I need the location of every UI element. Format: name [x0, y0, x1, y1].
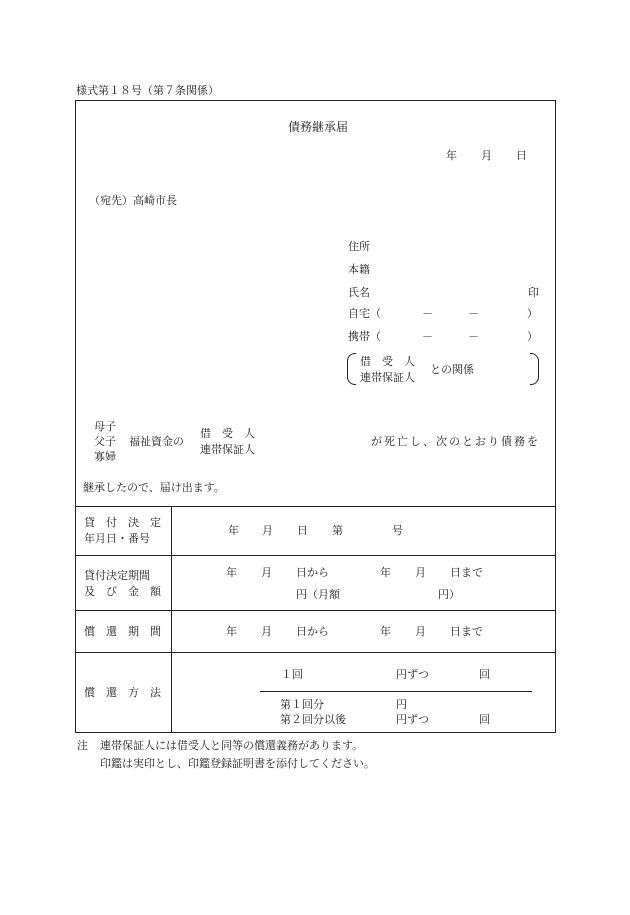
document-title: 債務継承届 [288, 120, 349, 134]
table-column-divider [171, 506, 172, 733]
row4-yen: 円 [396, 698, 407, 711]
row4-once: １回 [281, 668, 303, 681]
row2-year: 年 [226, 566, 237, 579]
form-number-label: 様式第１８号（第７条関係） [76, 84, 219, 97]
statement-guarantor: 連帯保証人 [200, 443, 255, 456]
row1-year: 年 [228, 524, 239, 537]
phone-dash: － [468, 307, 479, 320]
seal-mark: 印 [528, 286, 539, 299]
relation-borrower: 借 受 人 [360, 355, 415, 368]
statement-line-2: 継承したので、届け出ます。 [83, 481, 225, 494]
row1-dai: 第 [332, 524, 343, 537]
fund-type-2: 父子 [94, 435, 116, 448]
addressee: （宛先）高崎市長 [89, 194, 177, 207]
fund-type-1: 母子 [94, 420, 116, 433]
table-divider [75, 652, 556, 653]
row2-from: 日から [296, 566, 329, 579]
phone-dash: － [468, 330, 479, 343]
address-label: 住所 [348, 240, 370, 253]
row1-label-1: 貸 付 決 定 [84, 516, 161, 529]
name-label: 氏名 [348, 286, 370, 299]
row2-label-2: 及 び 金 額 [84, 585, 161, 598]
row2-amount: 円（月額 [296, 588, 340, 601]
row1-month: 月 [262, 524, 273, 537]
table-divider [75, 506, 556, 507]
relation-label: との関係 [430, 363, 474, 376]
date-year: 年 [446, 149, 457, 162]
note-2: 印鑑は実印とし、印鑑登録証明書を添付してください。 [100, 757, 375, 770]
repayment-divider [260, 691, 532, 692]
date-day: 日 [516, 149, 527, 162]
phone-dash: － [422, 330, 433, 343]
note-1: 連帯保証人には借受人と同等の償還義務があります。 [100, 739, 364, 752]
fund-type-3: 寡婦 [94, 450, 116, 463]
row2-until: 日まで [450, 566, 483, 579]
mobile-phone-label: 携帯（ [348, 330, 381, 343]
relation-guarantor: 連帯保証人 [360, 371, 415, 384]
table-divider [75, 610, 556, 611]
row3-month-2: 月 [415, 625, 426, 638]
statement-line-1-end: が死亡し、次のとおり債務を [371, 435, 540, 448]
row1-label-2: 年月日・番号 [84, 532, 150, 545]
row4-label: 償 還 方 法 [84, 686, 161, 699]
row3-label: 償 還 期 間 [84, 625, 161, 638]
note-prefix: 注 [77, 739, 88, 752]
row3-from: 日から [296, 625, 329, 638]
statement-borrower: 借 受 人 [200, 427, 255, 440]
fund-label: 福祉資金の [129, 435, 184, 448]
row4-times: 回 [479, 668, 490, 681]
row2-amount-end: 円） [438, 588, 460, 601]
row3-year: 年 [226, 625, 237, 638]
home-phone-label: 自宅（ [348, 307, 381, 320]
row2-month: 月 [261, 566, 272, 579]
phone-dash: － [422, 307, 433, 320]
row4-first: 第１回分 [280, 698, 324, 711]
phone-close-paren: ） [527, 330, 538, 343]
row3-until: 日まで [450, 625, 483, 638]
row3-month: 月 [261, 625, 272, 638]
phone-close-paren: ） [527, 307, 538, 320]
row4-second: 第２回分以後 [280, 713, 346, 726]
row2-year-2: 年 [380, 566, 391, 579]
row2-month-2: 月 [415, 566, 426, 579]
row3-year-2: 年 [380, 625, 391, 638]
row1-number: 号 [392, 524, 403, 537]
row4-yen-each-2: 円ずつ [396, 713, 429, 726]
row4-yen-each: 円ずつ [396, 668, 429, 681]
row1-day: 日 [297, 524, 308, 537]
relation-bracket-left [347, 353, 356, 385]
relation-bracket-right [530, 353, 539, 385]
domicile-label: 本籍 [348, 263, 370, 276]
row4-times-2: 回 [479, 713, 490, 726]
row2-label-1: 貸付決定期間 [84, 569, 150, 582]
table-divider [75, 555, 556, 556]
date-month: 月 [481, 149, 492, 162]
